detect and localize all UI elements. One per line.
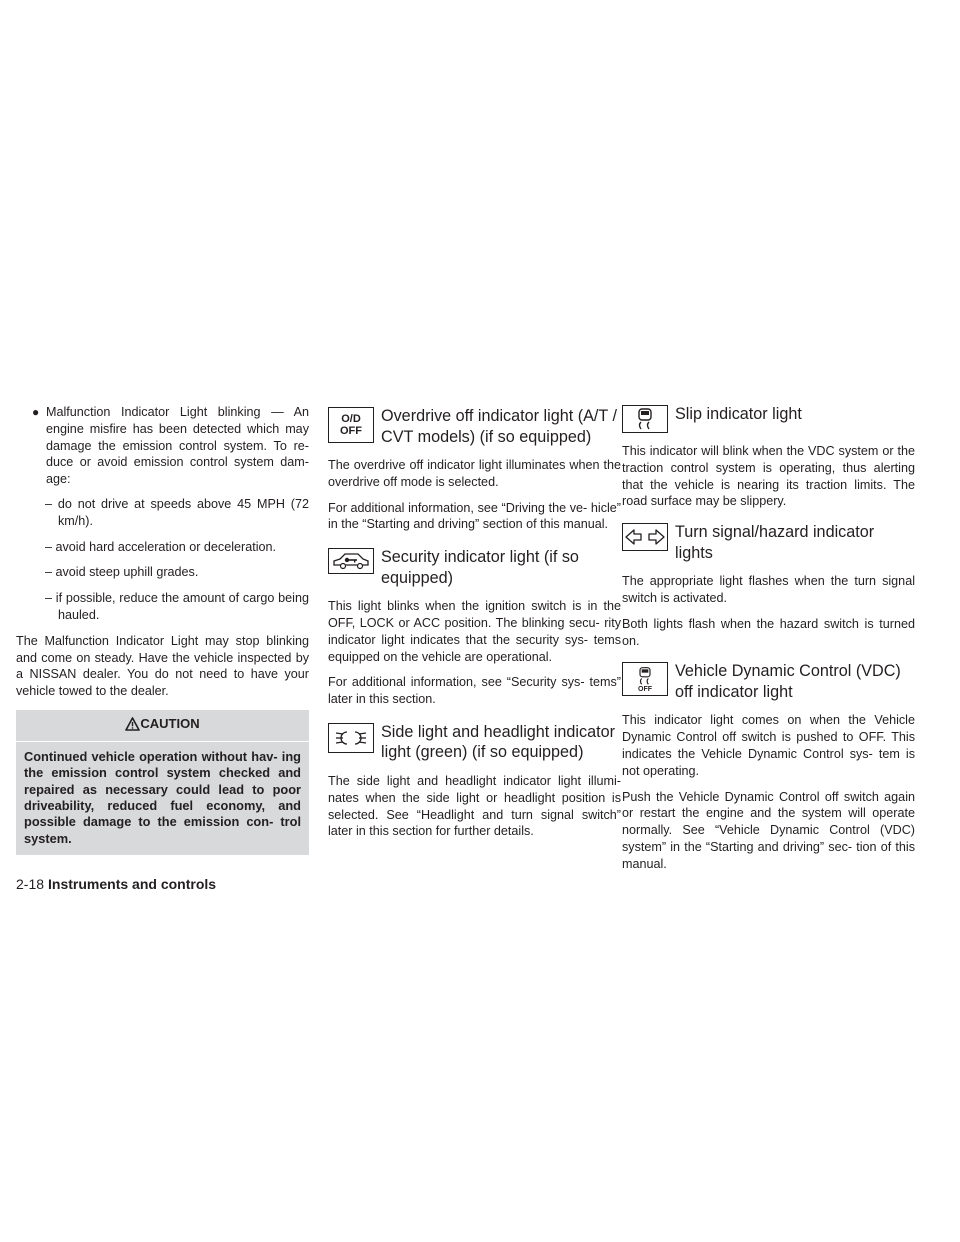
od-off-section-head: [328, 406, 621, 447]
dash-item: – if possible, reduce the amount of cargo being hauled.: [45, 591, 309, 622]
security-paragraph: For additional information, see “Security sys- tems” later in this section.: [328, 675, 621, 707]
od-off-paragraph: The overdrive off indicator light illuminates when the overdrive off mode is selected.: [328, 458, 621, 489]
caution-title: CAUTION: [140, 715, 200, 731]
vdc-off-icon-label: OFF: [638, 685, 652, 693]
vdc-paragraph: This indicator light comes on when the Vehicle Dynamic Control off switch is pushed to OFF. This indicates the Vehicle Dynamic Control sys- tem is not operating.: [622, 713, 915, 778]
caution-box: [16, 710, 309, 855]
sidelight-section-head: [328, 722, 621, 763]
turn-heading: Turn signal/hazard indicator lights: [675, 523, 875, 562]
caution-header: [16, 716, 309, 742]
bullet-text: Malfunction Indicator Light blinking — An engine misfire has been detected which may damage the emission control system. To re- duce or avoid emission control system dam- age:: [46, 405, 309, 487]
security-section-head: [328, 547, 621, 588]
dash-item: – do not drive at speeds above 45 MPH (72 km/h).: [45, 496, 309, 528]
slip-paragraph: This indicator will blink when the VDC system or the traction control system is operating, thus alerting that the vehicle is nearing its traction limits. The road surface may be slippery.: [622, 444, 915, 509]
column-right: [622, 404, 915, 882]
od-off-icon: [328, 407, 374, 443]
vdc-paragraph: Push the Vehicle Dynamic Control off switch again or restart the engine and the system will operate normally. See “Vehicle Dynamic Control (VDC) system” in the “Starting and driving” sec- tion of this manual.: [622, 789, 915, 871]
warning-triangle-icon: [125, 717, 140, 731]
dash-item: – avoid steep uphill grades.: [45, 565, 199, 580]
turn-paragraph: Both lights flash when the hazard switch is turned on.: [622, 616, 915, 648]
slip-heading: Slip indicator light: [675, 405, 802, 423]
column-left: [16, 404, 309, 855]
turn-paragraph: The appropriate light flashes when the turn signal switch is activated.: [622, 574, 915, 605]
turn-arrows-icon: [622, 523, 668, 551]
security-heading: Security indicator light (if so equipped): [381, 548, 579, 587]
slip-section-head: [622, 404, 915, 433]
column-middle: [328, 406, 621, 849]
page-footer: [16, 876, 216, 892]
od-off-paragraph: For additional information, see “Driving the ve- hicle” in the “Starting and driving” section of this manual.: [328, 500, 621, 532]
od-off-heading: Overdrive off indicator light (A/T / CVT models) (if so equipped): [381, 407, 618, 446]
vdc-section-head: [622, 661, 915, 702]
security-paragraph: This light blinks when the ignition switch is in the OFF, LOCK or ACC position. The blinking secu- rity indicator light indicates that the security sys- tems equipped on the vehicle are operational.: [328, 599, 621, 664]
side-light-icon: [328, 723, 374, 753]
bullet-dot: ●: [32, 405, 40, 419]
skidding-car-icon: [622, 405, 668, 433]
car-key-icon: [328, 548, 374, 574]
off-icon-label: OFF: [340, 425, 362, 437]
bullet-item: [16, 404, 309, 488]
mil-paragraph: The Malfunction Indicator Light may stop blinking and come on steady. Have the vehicle inspected by a NISSAN dealer. You do not need to have your vehicle towed to the dealer.: [16, 633, 309, 699]
sidelight-paragraph: The side light and headlight indicator light illumi- nates when the side light or headlight position is selected. See “Headlight and turn signal switch” later in this section for further details.: [328, 773, 621, 839]
page-number: 2-18: [16, 876, 45, 892]
vdc-heading: Vehicle Dynamic Control (VDC) off indicator light: [675, 662, 901, 701]
turn-section-head: [622, 522, 915, 563]
caution-body: Continued vehicle operation without hav- ing the emission control system checked and repaired as necessary could lead to poor driveability, reduced fuel economy, and possible damage to the emission con- trol system.: [24, 748, 301, 846]
section-name: Instruments and controls: [48, 876, 217, 892]
od-icon-label: O/D: [341, 413, 361, 425]
sidelight-heading: Side light and headlight indicator light (green) (if so equipped): [381, 722, 615, 762]
vdc-off-icon: [622, 662, 668, 696]
dash-item: – avoid hard acceleration or deceleration.: [45, 539, 277, 554]
